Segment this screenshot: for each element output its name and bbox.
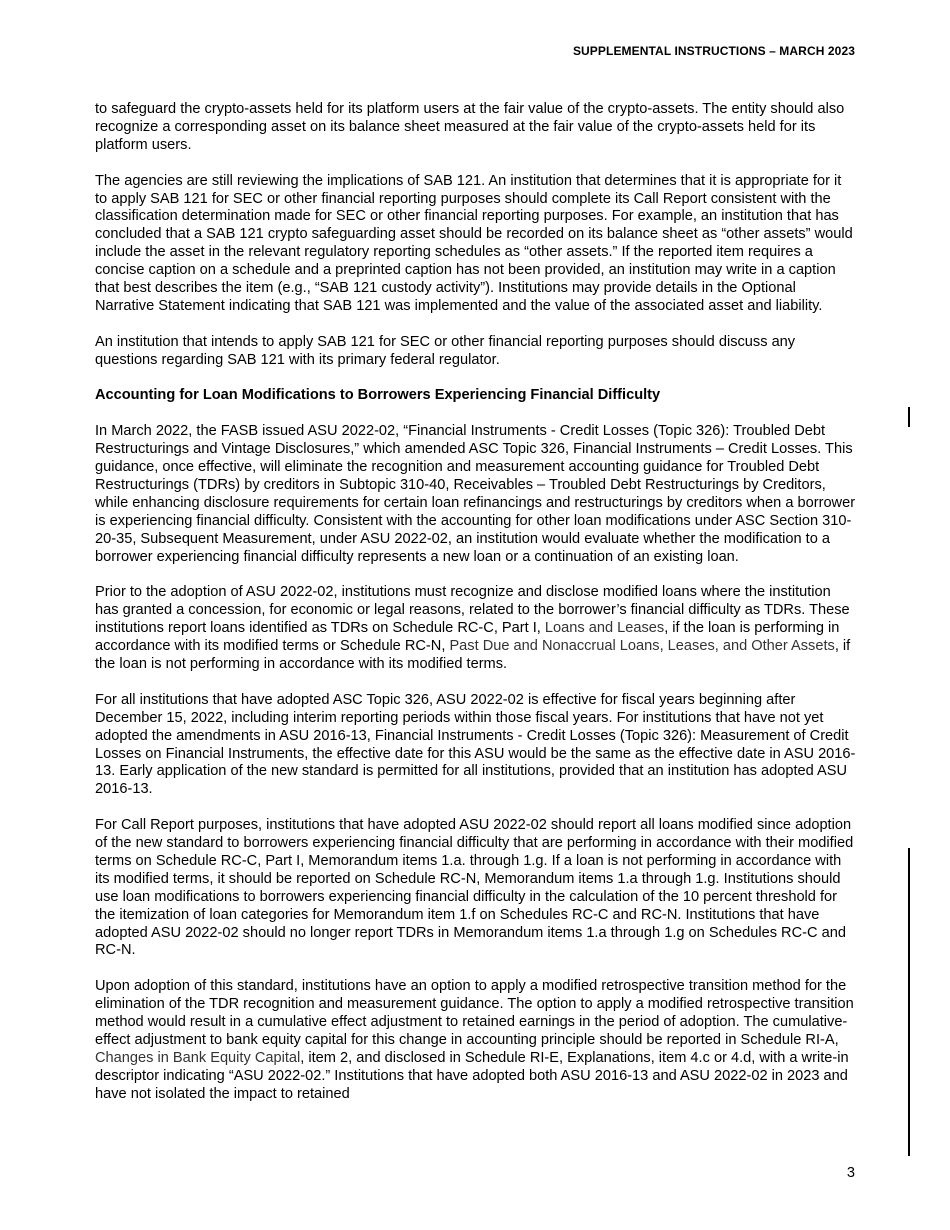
text-segment: , if the loan is performing in accordance with its modified terms or Schedule RC-N,: [95, 620, 840, 655]
paragraph-upon-adoption: [95, 978, 857, 1103]
text-segment: Upon adoption of this standard, institutions have an option to apply a modified retrospective transition method for the elimination of the TDR recognition and measurement guidance. The option to apply a modified retrospective transition method would result in a cumulative effect adjustment to retained earnings in the period of adoption. The cumulative-effect adjustment to bank equity capital for this change in accounting principle should be reported in Schedule RI-A,: [95, 978, 854, 1048]
paragraph-asu-2022-02-issued: In March 2022, the FASB issued ASU 2022-02, “Financial Instruments - Credit Losses (Topic 326): Troubled Debt Restructurings and Vintage Disclosures,” which amended ASC Topic 326, Financial Instruments – Credit Losses. This guidance, once effective, will eliminate the recognition and measurement accounting guidance for Troubled Debt Restructurings (TDRs) by creditors in Subtopic 310-40, Receivables – Troubled Debt Restructurings by Creditors, while enhancing disclosure requirements for certain loan refinancings and restructurings by creditors when a borrower is experiencing financial difficulty. Consistent with the accounting for other loan modifications under ASC Section 310-20-35, Subsequent Measurement, under ASU 2022-02, an institution would evaluate whether the modification to a borrower experiencing financial difficulty represents a new loan or a continuation of an existing loan.: [95, 423, 856, 565]
text-segment: , item 2, and disclosed in Schedule RI-E, Explanations, item 4.c or 4.d, with a write-in descriptor indicating “ASU 2022-02.” Institutions that have adopted both ASU 2016-13 and ASU 2022-02 in 2023 and have not isolated the impact to retained: [95, 1049, 849, 1102]
schedule-title-past-due: Past Due and Nonaccrual Loans, Leases, and Other Assets: [449, 638, 835, 655]
text-segment: , if the loan is not performing in accordance with its modified terms.: [95, 638, 851, 673]
paragraph-effective-date: For all institutions that have adopted ASC Topic 326, ASU 2022-02 is effective for fiscal years beginning after December 15, 2022, including interim reporting periods within those fiscal years. For institutions that have not yet adopted the amendments in ASU 2016-13, Financial Instruments - Credit Losses (Topic 326): Measurement of Credit Losses on Financial Instruments, the effective date for this ASU would be the same as the effective date in ASU 2016-13. Early application of the new standard is permitted for all institutions, provided that an institution has adopted ASU 2016-13.: [95, 691, 856, 798]
running-header: SUPPLEMENTAL INSTRUCTIONS – MARCH 2023: [572, 44, 855, 58]
paragraph-safeguard-continuation: to safeguard the crypto-assets held for its platform users at the fair value of the crypto-assets. The entity should also recognize a corresponding asset on its balance sheet measured at the fair value of the crypto-assets held for its platform users.: [95, 101, 845, 153]
schedule-title-equity-capital: Changes in Bank Equity Capital: [95, 1049, 301, 1066]
section-heading: Accounting for Loan Modifications to Borrowers Experiencing Financial Difficulty: [95, 387, 661, 404]
text-segment: Prior to the adoption of ASU 2022-02, institutions must recognize and disclose modified loans where the institution has granted a concession, for economic or legal reasons, related to the borrower’s financial difficulty as TDRs. These institutions report loans identified as TDRs on Schedule RC-C, Part I,: [95, 584, 850, 637]
paragraph-sab121-review: The agencies are still reviewing the implications of SAB 121. An institution that determines that it is appropriate for it to apply SAB 121 for SEC or other financial reporting purposes should complete its Call Report consistent with the classification determination made for SEC or other financial reporting purposes. For example, an institution that has concluded that a SAB 121 crypto safeguarding asset should be recorded on its balance sheet as “other assets” would include the asset in the relevant regulatory reporting schedules as “other assets.” If the reported item requires a concise caption on a schedule and a preprinted caption has not been provided, an institution may write in a caption that best describes the item (e.g., “SAB 121 custody activity”). Institutions may provide details in the Optional Narrative Statement indicating that SAB 121 was implemented and the value of the associated asset and liability.: [95, 172, 853, 314]
paragraph-call-report-purposes: For Call Report purposes, institutions that have adopted ASU 2022-02 should report all loans modified since adoption of the new standard to borrowers experiencing financial difficulty that are performing in accordance with their modified terms on Schedule RC-C, Part I, Memorandum items 1.a. through 1.g. If a loan is not performing in accordance with its modified terms, it should be reported on Schedule RC-N, Memorandum items 1.a through 1.g. Institutions should use loan modifications to borrowers experiencing financial difficulty in the calculation of the 10 percent threshold for the itemization of loan categories for Memorandum item 1.f on Schedules RC-C and RC-N. Institutions that have adopted ASU 2022-02 should no longer report TDRs in Memorandum items 1.a through 1.g on Schedules RC-C and RC-N.: [95, 817, 854, 959]
revision-bar-section: [908, 848, 910, 1156]
document-body: [95, 101, 857, 1122]
page-number: 3: [846, 1165, 855, 1181]
revision-bar-heading: [908, 407, 910, 427]
schedule-title-loans-and-leases: Loans and Leases: [544, 620, 665, 637]
paragraph-prior-to-adoption: [95, 584, 857, 674]
paragraph-sab121-discuss: An institution that intends to apply SAB 121 for SEC or other financial reporting purposes should discuss any questions regarding SAB 121 with its primary federal regulator.: [95, 333, 796, 368]
